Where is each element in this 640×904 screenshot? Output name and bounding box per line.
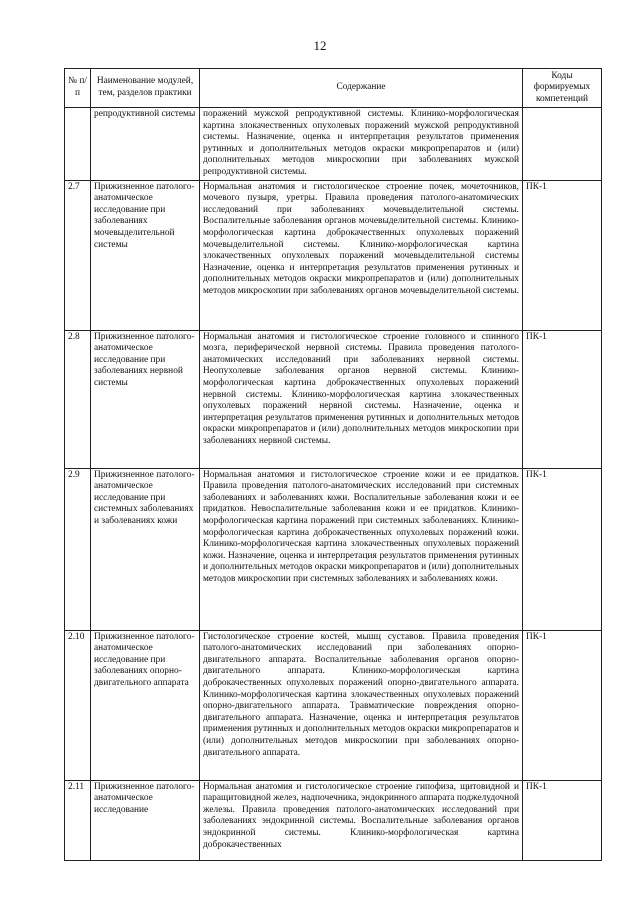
row-name: Прижизненное патолого-анатомическое исследование при заболеваниях нервной системы bbox=[91, 330, 200, 468]
row-num bbox=[65, 108, 91, 181]
row-name: репродуктивной системы bbox=[91, 108, 200, 181]
row-codes: ПК-1 bbox=[523, 180, 602, 330]
table-row bbox=[65, 780, 602, 860]
row-content: Нормальная анатомия и гистологическое строение гипофиза, щитовидной и паращитовидной желез, надпочечника, эндокринного аппарата поджелудочной железы. Правила проведения патолого-анатомических исследований при заболеваниях эндокринной системы. Воспалительные заболевания органов эндокринной системы. Клинико-морфологическая картина доброкачественных bbox=[200, 780, 523, 860]
row-num: 2.11 bbox=[65, 780, 91, 860]
row-num: 2.10 bbox=[65, 630, 91, 780]
table-header-row bbox=[65, 69, 602, 108]
row-content: Нормальная анатомия и гистологическое строение почек, мочеточников, мочевого пузыря, уретры. Правила проведения патолого-анатомических исследований при заболеваниях мочевыделительной системы. Воспалительные заболевания органов мочевыделительной системы. Клинико-морфологическая картина доброкачественных опухолевых поражений мочевыделительной системы. Клинико-морфологическая картина злокачественных опухолевых поражений мочевыделительной системы Назначение, оценка и интерпретация результатов применения рутинных и дополнительных методов окраски микропрепаратов и (или) дополнительных методов микроскопии при заболеваниях органов мочевыделительной системы. bbox=[200, 180, 523, 330]
curriculum-table bbox=[64, 68, 602, 861]
table-row bbox=[65, 108, 602, 181]
table-row bbox=[65, 630, 602, 780]
header-codes: Коды формируемых компетенций bbox=[523, 69, 602, 108]
row-codes: ПК-1 bbox=[523, 780, 602, 860]
row-content: Гистологическое строение костей, мышц суставов. Правила проведения патолого-анатомических исследований при заболеваниях опорно-двигательного аппарата. Воспалительные заболевания органов опорно-двигательного аппарата. Клинико-морфологическая картина доброкачественных опухолевых поражений опорно-двигательного аппарата. Клинико-морфологическая картина злокачественных опухолевых поражений опорно-двигательного аппарата. Травматические повреждения опорно-двигательного аппарата. Назначение, оценка и интерпретация результатов применения рутинных и дополнительных методов окраски микропрепаратов и (или) дополнительных методов микроскопии при заболеваниях опорно-двигательного аппарата. bbox=[200, 630, 523, 780]
row-name: Прижизненное патолого-анатомическое исследование bbox=[91, 780, 200, 860]
row-num: 2.8 bbox=[65, 330, 91, 468]
table-row bbox=[65, 330, 602, 468]
header-num: № п/п bbox=[65, 69, 91, 108]
page-number: 12 bbox=[313, 38, 327, 53]
table-row bbox=[65, 180, 602, 330]
row-codes: ПК-1 bbox=[523, 468, 602, 630]
header-content: Содержание bbox=[200, 69, 523, 108]
row-num: 2.9 bbox=[65, 468, 91, 630]
row-codes: ПК-1 bbox=[523, 330, 602, 468]
row-content: Нормальная анатомия и гистологическое строение головного и спинного мозга, периферической нервной системы. Правила проведения патолого-анатомических исследований при заболеваниях нервной системы. Неопухолевые заболевания органов нервной системы. Клинико-морфологическая картина доброкачественных опухолевых поражений нервной системы. Клинико-морфологическая картина злокачественных опухолевых поражений нервной системы. Назначение, оценка и интерпретация результатов применения рутинных и дополнительных методов окраски микропрепаратов и (или) дополнительных методов микроскопии при заболеваниях нервной системы. bbox=[200, 330, 523, 468]
row-name: Прижизненное патолого-анатомическое исследование при заболеваниях мочевыделительной системы bbox=[91, 180, 200, 330]
row-content: поражений мужской репродуктивной системы. Клинико-морфологическая картина злокачественных опухолевых поражений мужской репродуктивной системы. Назначение, оценка и интерпретация результатов применения рутинных и дополнительных методов окраски микропрепаратов и (или) дополнительных методов микроскопии при заболеваниях мужской репродуктивной системы. bbox=[200, 108, 523, 181]
table-row bbox=[65, 468, 602, 630]
row-name: Прижизненное патолого-анатомическое исследование при системных заболеваниях и заболеваниях кожи bbox=[91, 468, 200, 630]
row-num: 2.7 bbox=[65, 180, 91, 330]
header-name: Наименование модулей, тем, разделов практики bbox=[91, 69, 200, 108]
row-name: Прижизненное патолого-анатомическое исследование при заболеваниях опорно-двигательного аппарата bbox=[91, 630, 200, 780]
row-content: Нормальная анатомия и гистологическое строение кожи и ее придатков. Правила проведения патолого-анатомических исследований при системных заболеваниях и заболеваниях кожи. Воспалительные заболевания кожи и ее придатков. Невоспалительные заболевания кожи и ее придатков. Клинико-морфологическая картина поражений при системных заболеваниях. Клинико-морфологическая картина доброкачественных опухолевых поражений кожи. Клинико-морфологическая картина злокачественных опухолевых поражений кожи. Назначение, оценка и интерпретация результатов применения рутинных и дополнительных методов окраски микропрепаратов и (или) дополнительных методов микроскопии при системных заболеваниях и заболеваниях кожи. bbox=[200, 468, 523, 630]
row-codes: ПК-1 bbox=[523, 630, 602, 780]
row-codes bbox=[523, 108, 602, 181]
